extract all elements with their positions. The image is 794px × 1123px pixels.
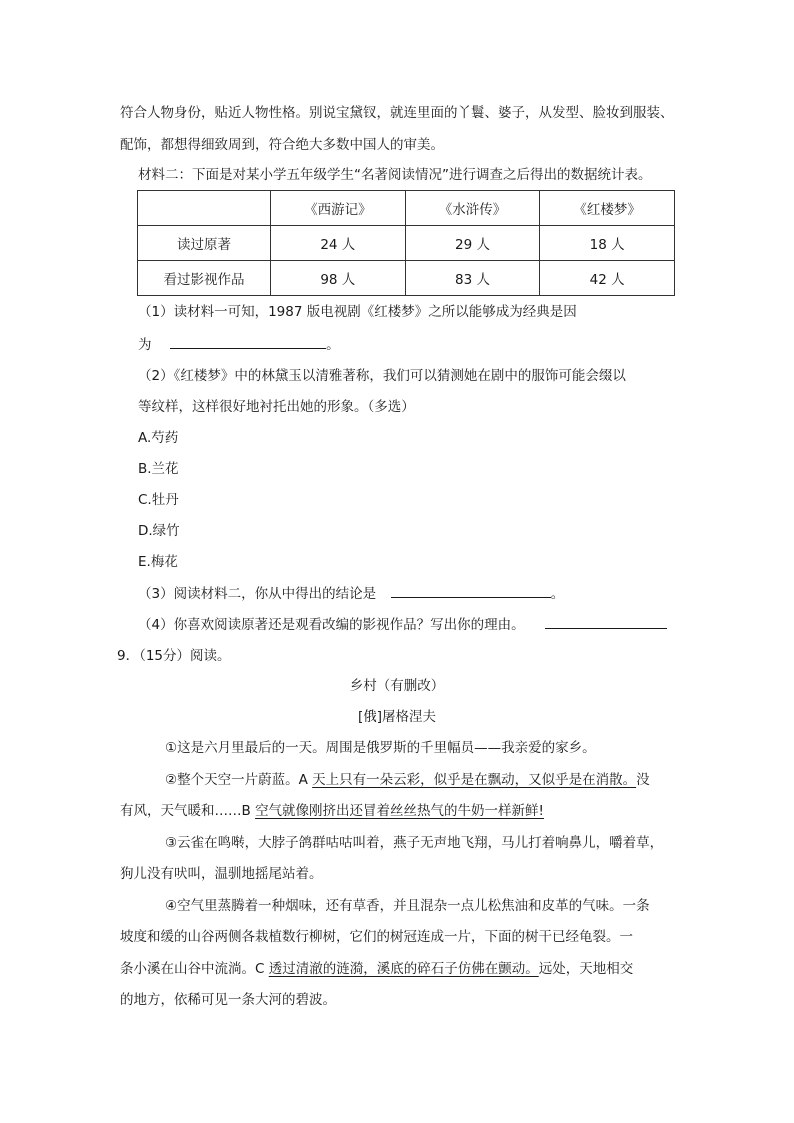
question-2-line-2: 等纹样，这样很好地衬托出她的形象。（多选） [138,399,415,415]
table-row-label: 看过影视作品 [138,261,271,296]
question-9-header: 9．（15分）阅读。 [117,648,231,664]
paragraph-4-line-2: 坡度和缓的山谷两侧各栽植数行柳树，它们的树冠连成一片，下面的树干已经龟裂。一 [120,929,633,945]
table-header-cell [138,191,271,226]
table-header-cell: 《西游记》 [271,191,406,226]
intro-line-2: 配饰，都想得细致周到，符合绝大多数中国人的审美。 [120,137,444,153]
paragraph-4-text: 条小溪在山谷中流淌。C [120,961,269,977]
paragraph-1: ①这是六月里最后的一天。周围是俄罗斯的千里幅员——我亲爱的家乡。 [165,740,596,756]
question-3-suffix: 。 [550,586,565,602]
article-author: [俄]屠格涅夫 [357,709,437,725]
question-2-line-1: （2）《红楼梦》中的林黛玉以清雅著称，我们可以猜测她在剧中的服饰可能会缀以 [138,368,626,384]
option-a: A.芍药 [138,430,179,446]
intro-line-1: 符合人物身份，贴近人物性格。别说宝黛钗，就连里面的丫鬟、婆子，从发型、脸妆到服装、 [120,105,674,121]
paragraph-2-text: 没 [636,772,650,788]
answer-blank-1[interactable] [170,334,326,349]
option-d: D.绿竹 [138,523,180,539]
table-header-row [138,191,675,226]
question-4 [138,614,667,635]
table-row [138,226,675,261]
question-3 [138,583,564,604]
material2-heading: 材料二：下面是对某小学五年级学生“名著阅读情况”进行调查之后得出的数据统计表。 [138,167,652,183]
table-row [138,261,675,296]
stats-table [137,190,675,296]
paragraph-3-line-1: ③云雀在鸣啭，大脖子鸽群咕咕叫着，燕子无声地飞翔，马儿打着响鼻儿，嚼着草， [165,835,664,851]
option-b: B.兰花 [138,461,179,477]
underlined-sentence-a: 天上只有一朵云彩，似乎是在飘动，又似乎是在消散。 [312,772,637,788]
underlined-sentence-b: 空气就像刚挤出还冒着丝丝热气的牛奶一样新鲜! [255,803,544,819]
table-cell: 83 人 [405,261,540,296]
paragraph-4-line-4: 的地方，依稀可见一条大河的碧波。 [120,992,336,1008]
question-1-suffix: 。 [326,337,340,353]
table-cell: 98 人 [271,261,406,296]
table-cell: 29 人 [405,226,540,261]
article-title: 乡村（有删改） [349,678,445,694]
table-header-cell: 《水浒传》 [405,191,540,226]
question-1-line-2 [138,334,340,355]
paragraph-2-text: ②整个天空一片蔚蓝。A [165,772,313,788]
question-1-line-1: （1）读材料一可知，1987 版电视剧《红楼梦》之所以能够成为经典是因 [138,304,577,320]
answer-blank-3[interactable] [391,583,551,598]
answer-blank-4[interactable] [545,614,667,629]
paragraph-4-line-1: ④空气里蒸腾着一种烟味，还有草香，并且混杂一点儿松焦油和皮革的气味。一条 [165,898,650,914]
paragraph-2-text: 有风，天气暖和……B [120,803,256,819]
table-cell: 18 人 [540,226,675,261]
option-c: C.牡丹 [138,492,179,508]
paragraph-3-line-2: 狗儿没有吠叫，温驯地摇尾站着。 [120,866,323,882]
paragraph-2-line-1 [165,770,650,790]
table-header-cell: 《红楼梦》 [540,191,675,226]
question-4-text: （4）你喜欢阅读原著还是观看改编的影视作品？写出你的理由。 [138,617,525,633]
question-3-prefix: （3）阅读材料二，你从中得出的结论是 [138,586,377,602]
table-cell: 42 人 [540,261,675,296]
option-e: E.梅花 [138,554,178,570]
table-cell: 24 人 [271,226,406,261]
question-1-prefix: 为 [138,337,152,353]
paragraph-2-line-2 [120,801,544,821]
paragraph-4-text: 远处，天地相交 [538,961,634,977]
table-row-label: 读过原著 [138,226,271,261]
underlined-sentence-c: 透过清澈的涟漪，溪底的碎石子仿佛在颤动。 [268,961,539,977]
paragraph-4-line-3 [120,959,633,979]
